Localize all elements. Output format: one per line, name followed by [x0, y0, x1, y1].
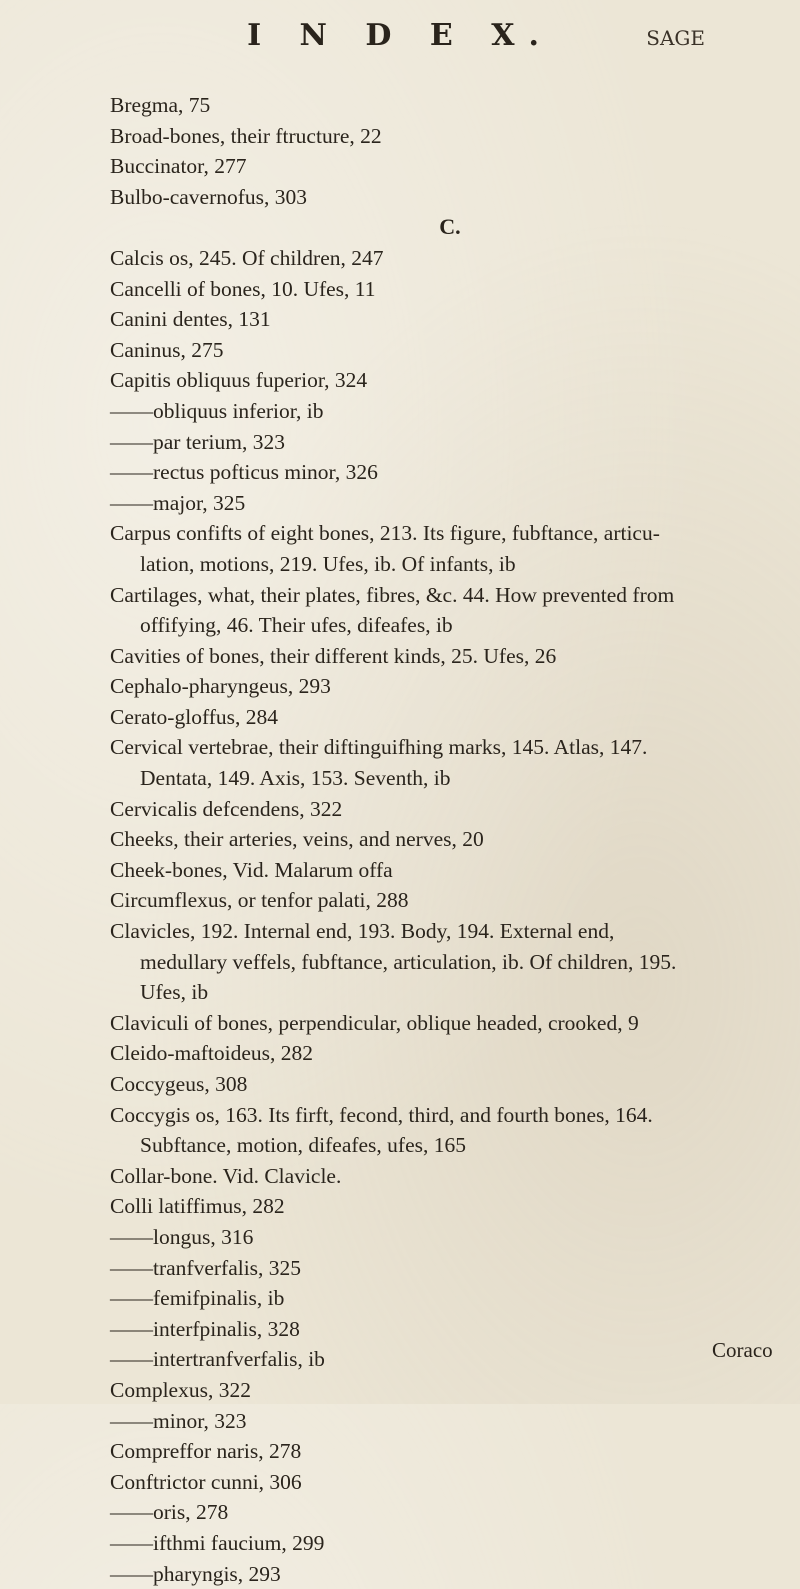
index-entry-continuation: medullary veffels, fubftance, articulation, ib. Of children, 195. — [110, 947, 790, 978]
index-entry: Coccygeus, 308 — [110, 1069, 790, 1100]
index-entry: Carpus confifts of eight bones, 213. Its figure, fubftance, articu- — [110, 518, 790, 549]
index-entry: ——rectus pofticus minor, 326 — [110, 457, 790, 488]
index-entry: Cancelli of bones, 10. Ufes, 11 — [110, 274, 790, 305]
index-entry: ——ifthmi faucium, 299 — [110, 1528, 790, 1559]
index-entry-continuation: lation, motions, 219. Ufes, ib. Of infants, ib — [110, 549, 790, 580]
index-entry: ——obliquus inferior, ib — [110, 396, 790, 427]
index-entry: Claviculi of bones, perpendicular, oblique headed, crooked, 9 — [110, 1008, 790, 1039]
index-entry: ——minor, 323 — [110, 1406, 790, 1437]
index-entry: Caninus, 275 — [110, 335, 790, 366]
index-entry: ——interfpinalis, 328 — [110, 1314, 790, 1345]
index-entry: ——pharyngis, 293 — [110, 1559, 790, 1589]
index-entry: Cephalo-pharyngeus, 293 — [110, 671, 790, 702]
index-entry-continuation: Dentata, 149. Axis, 153. Seventh, ib — [110, 763, 790, 794]
catchword: Coraco — [712, 1338, 773, 1363]
index-entry: Broad-bones, their ftructure, 22 — [110, 121, 790, 152]
index-entry: Circumflexus, or tenfor palati, 288 — [110, 885, 790, 916]
index-entry: Complexus, 322 — [110, 1375, 790, 1406]
index-entry: ——intertranfverfalis, ib — [110, 1344, 790, 1375]
section-letter-heading: C. — [110, 212, 790, 243]
index-entries — [110, 90, 790, 1589]
index-entry: Cartilages, what, their plates, fibres, &c. 44. How prevented from — [110, 580, 790, 611]
index-entry: Clavicles, 192. Internal end, 193. Body, 194. External end, — [110, 916, 790, 947]
index-entry-continuation: Ufes, ib — [110, 977, 790, 1008]
index-entry: Bregma, 75 — [110, 90, 790, 121]
index-entry: Canini dentes, 131 — [110, 304, 790, 335]
section-c-entries — [110, 243, 790, 1589]
index-entry: Cervical vertebrae, their diftinguifhing marks, 145. Atlas, 147. — [110, 732, 790, 763]
index-entry: Capitis obliquus fuperior, 324 — [110, 365, 790, 396]
index-entry: ——par terium, 323 — [110, 427, 790, 458]
index-entry-continuation: offifying, 46. Their ufes, difeafes, ib — [110, 610, 790, 641]
index-entry: ——major, 325 — [110, 488, 790, 519]
index-entry: Coccygis os, 163. Its firft, fecond, third, and fourth bones, 164. — [110, 1100, 790, 1131]
index-entry: ——oris, 278 — [110, 1497, 790, 1528]
index-entry: Cleido-maftoideus, 282 — [110, 1038, 790, 1069]
index-entry-continuation: Subftance, motion, difeafes, ufes, 165 — [110, 1130, 790, 1161]
index-entry: Cavities of bones, their different kinds, 25. Ufes, 26 — [110, 641, 790, 672]
index-entry: Cervicalis defcendens, 322 — [110, 794, 790, 825]
index-entry: Cheek-bones, Vid. Malarum offa — [110, 855, 790, 886]
index-entry: Cheeks, their arteries, veins, and nerves, 20 — [110, 824, 790, 855]
index-entry: ——longus, 316 — [110, 1222, 790, 1253]
index-entry: Calcis os, 245. Of children, 247 — [110, 243, 790, 274]
index-entry: Collar-bone. Vid. Clavicle. — [110, 1161, 790, 1192]
page-header — [0, 18, 800, 58]
index-entry: Cerato-gloffus, 284 — [110, 702, 790, 733]
index-entry: Conftrictor cunni, 306 — [110, 1467, 790, 1498]
page-number: SAGE — [646, 26, 705, 50]
index-entry: Buccinator, 277 — [110, 151, 790, 182]
index-entry: Colli latiffimus, 282 — [110, 1191, 790, 1222]
index-entry: Compreffor naris, 278 — [110, 1436, 790, 1467]
index-entry: ——tranfverfalis, 325 — [110, 1253, 790, 1284]
index-entry: Bulbo-cavernofus, 303 — [110, 182, 790, 213]
index-entry: ——femifpinalis, ib — [110, 1283, 790, 1314]
running-head: I N D E X. — [0, 18, 800, 53]
